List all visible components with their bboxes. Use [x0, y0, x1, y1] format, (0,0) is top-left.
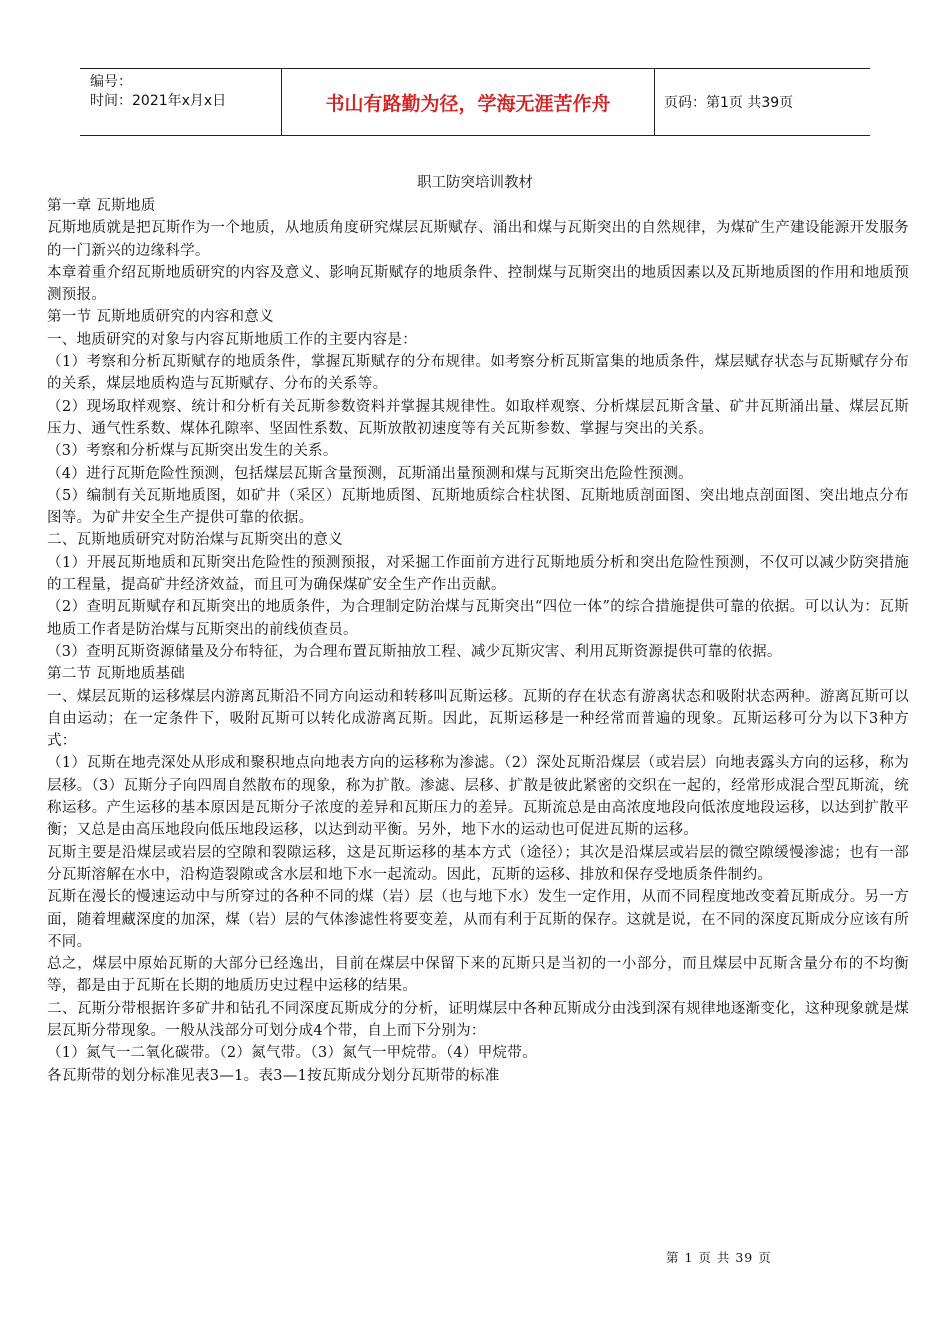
section-heading: 第二节 瓦斯地质基础 [47, 666, 186, 683]
body-paragraph: 各瓦斯带的划分标准见表3—1。表3—1按瓦斯成分划分瓦斯带的标准 [47, 1067, 500, 1084]
document-header [80, 68, 870, 136]
document-date-label: 时间：2021年x月x日 [90, 93, 227, 109]
document-body [47, 195, 909, 1087]
list-item: （3）考察和分析煤与瓦斯突出发生的关系。 [47, 443, 338, 460]
section-heading: 第一节 瓦斯地质研究的内容和意义 [47, 309, 274, 326]
header-meta-cell [80, 69, 282, 135]
body-paragraph: 本章着重介绍瓦斯地质研究的内容及意义、影响瓦斯赋存的地质条件、控制煤与瓦斯突出的地质因素以及瓦斯地质图的作用和地质预测预报。 [47, 264, 909, 304]
body-paragraph: 一、煤层瓦斯的运移煤层内游离瓦斯沿不同方向运动和转移叫瓦斯运移。瓦斯的存在状态有游离状态和吸附状态两种。游离瓦斯可以自由运动；在一定条件下，吸附瓦斯可以转化成游离瓦斯。因此，瓦斯运移是一种经常而普遍的现象。瓦斯运移可分为以下3种方式： [47, 688, 909, 750]
header-motto-cell [282, 69, 655, 135]
body-paragraph: （1）瓦斯在地壳深处从形成和聚积地点向地表方向的运移称为渗滤。（2）深处瓦斯沿煤层（或岩层）向地表露头方向的运移，称为层移。（3）瓦斯分子向四周自然散布的现象，称为扩散。渗滤、层移、扩散是彼此紧密的交织在一起的，经常形成混合型瓦斯流，统称运移。产生运移的基本原因是瓦斯分子浓度的差异和瓦斯压力的差异。瓦斯流总是由高浓度地段向低浓度地段运移，以达到扩散平衡；又总是由高压地段向低压地段运移，以达到动平衡。另外，地下水的运动也可促进瓦斯的运移。 [47, 755, 909, 839]
list-item: （5）编制有关瓦斯地质图，如矿井（采区）瓦斯地质图、瓦斯地质综合柱状图、瓦斯地质剖面图、突出地点剖面图、突出地点分布图等。为矿井安全生产提供可靠的依据。 [47, 487, 909, 527]
body-paragraph: 瓦斯地质就是把瓦斯作为一个地质，从地质角度研究煤层瓦斯赋存、涌出和煤与瓦斯突出的自然规律，为煤矿生产建设能源开发服务的一门新兴的边缘科学。 [47, 220, 909, 259]
document-title: 职工防突培训教材 [417, 175, 533, 191]
body-paragraph: 二、瓦斯分带根据许多矿井和钻孔不同深度瓦斯成分的分析，证明煤层中各种瓦斯成分由浅到深有规律地逐渐变化，这种现象就是煤层瓦斯分带现象。一般从浅部分可划分成4个带，自上而下分别为： [47, 1000, 909, 1039]
list-item: （4）进行瓦斯危险性预测，包括煤层瓦斯含量预测，瓦斯涌出量预测和煤与瓦斯突出危险性预测。 [47, 465, 693, 482]
body-paragraph: 瓦斯在漫长的慢速运动中与所穿过的各种不同的煤（岩）层（也与地下水）发生一定作用，从而不同程度地改变着瓦斯成分。另一方面，随着埋藏深度的加深，煤（岩）层的气体渗滤性将要变差，从而有利于瓦斯的保存。这就是说，在不同的深度瓦斯成分应该有所不同。 [47, 889, 909, 950]
body-paragraph: 瓦斯主要是沿煤层或岩层的空隙和裂隙运移，这是瓦斯运移的基本方式（途径）；其次是沿煤层或岩层的微空隙缓慢渗滤；也有一部分瓦斯溶解在水中，沿构造裂隙或含水层和地下水一起流动。因此，瓦斯的运移、排放和保存受地质条件制约。 [47, 844, 909, 883]
body-paragraph: 总之，煤层中原始瓦斯的大部分已经逸出，目前在煤层中保留下来的瓦斯只是当初的一小部分，而且煤层中瓦斯含量分布的不均衡等，都是由于瓦斯在长期的地质历史过程中运移的结果。 [47, 956, 909, 995]
list-item: （1）氮气一二氧化碳带。（2）氮气带。（3）氮气一甲烷带。（4）甲烷带。 [47, 1045, 537, 1062]
list-item: （1）开展瓦斯地质和瓦斯突出危险性的预测预报，对采掘工作面前方进行瓦斯地质分析和突出危险性预测，不仅可以减少防突措施的工程量，提高矿井经济效益，而且可为确保煤矿安全生产作出贡献。 [47, 554, 909, 594]
list-item: （2）查明瓦斯赋存和瓦斯突出的地质条件，为合理制定防治煤与瓦斯突出“四位一体”的综合措施提供可靠的依据。可以认为：瓦斯地质工作者是防治煤与瓦斯突出的前线侦查员。 [47, 599, 909, 638]
list-item: （1）考察和分析瓦斯赋存的地质条件，掌握瓦斯赋存的分布规律。如考察分析瓦斯富集的地质条件，煤层赋存状态与瓦斯赋存分布的关系，煤层地质构造与瓦斯赋存、分布的关系等。 [47, 354, 909, 393]
subsection-heading: 一、地质研究的对象与内容瓦斯地质工作的主要内容是： [47, 331, 417, 348]
header-page-label: 页码：第1页 共39页 [664, 95, 794, 111]
subsection-heading: 二、瓦斯地质研究对防治煤与瓦斯突出的意义 [47, 532, 343, 549]
header-motto: 书山有路勤为径，学海无涯苦作舟 [325, 92, 611, 115]
list-item: （2）现场取样观察、统计和分析有关瓦斯参数资料并掌握其规律性。如取样观察、分析煤层瓦斯含量、矿井瓦斯涌出量、煤层瓦斯压力、通气性系数、煤体孔隙率、坚固性系数、瓦斯放散初速度等有关瓦斯参数、掌握与突出的关系。 [47, 398, 909, 437]
chapter-heading: 第一章 瓦斯地质 [47, 198, 156, 214]
document-number-label: 编号： [90, 74, 132, 90]
list-item: （3）查明瓦斯资源储量及分布特征，为合理布置瓦斯抽放工程、减少瓦斯灾害、利用瓦斯资源提供可靠的依据。 [47, 643, 782, 660]
page-footer: 第 1 页 共 39 页 [666, 1250, 772, 1265]
header-page-cell [655, 69, 870, 135]
